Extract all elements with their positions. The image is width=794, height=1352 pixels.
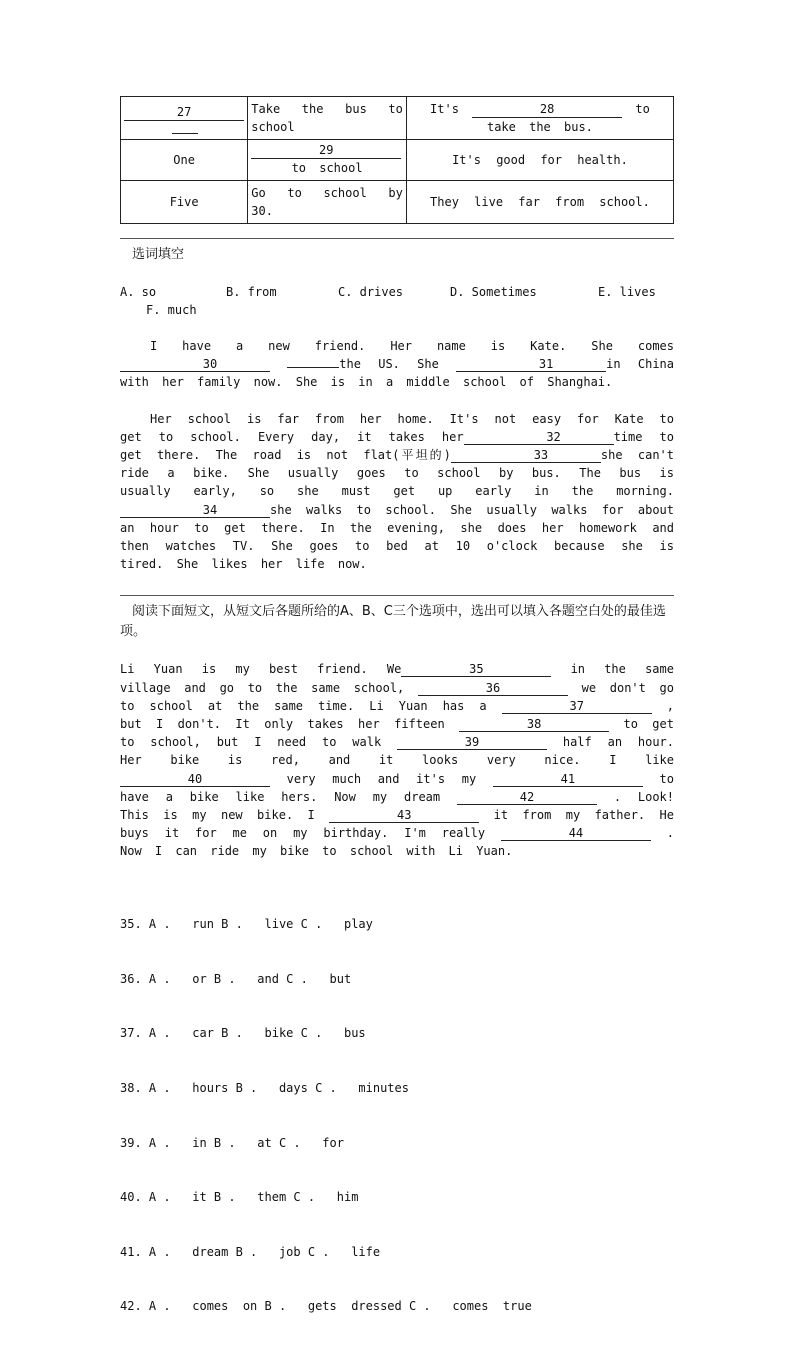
- table-row: [121, 97, 674, 140]
- word-options: [120, 283, 674, 319]
- table-row: [121, 140, 674, 181]
- option-c: C. drives: [338, 285, 404, 299]
- passage-text: . Now I can ride my bike to school with Li Yuan.: [120, 826, 674, 859]
- choice-item: 35. A . run B . live C . play: [120, 917, 373, 932]
- cell-text: to school: [291, 161, 363, 175]
- blank-36: 36: [418, 681, 568, 696]
- blank-44: 44: [501, 826, 651, 841]
- passage-text: , but I don't. It only takes her fifteen: [120, 698, 674, 732]
- section-divider: [120, 238, 674, 239]
- table-cell: [406, 97, 673, 140]
- blank-30: 30: [120, 357, 270, 372]
- blank-underline: [287, 367, 339, 368]
- blank-43: 43: [329, 808, 479, 823]
- answer-table: [120, 96, 674, 224]
- blank-42: 42: [457, 790, 597, 805]
- passage-text: Li Yuan is my best friend. We: [120, 662, 402, 677]
- option-a: A. so: [120, 285, 157, 299]
- choice-item: 36. A . or B . and C . but: [120, 971, 352, 986]
- paragraph-text: in China with her family now. She is in a middle school of Shanghai.: [120, 357, 674, 390]
- paragraph-text: I have a new friend. Her name is Kate. She comes: [150, 339, 674, 353]
- blank-37: 37: [502, 699, 652, 714]
- option-e: E. lives: [598, 285, 656, 299]
- cell-text: It's: [430, 102, 459, 116]
- option-f: F. much: [146, 303, 197, 317]
- table-cell: [121, 97, 248, 140]
- passage-text: it from my father. He buys it for me on my birthday. I'm really: [120, 808, 675, 841]
- passage-text: very much and it's my: [286, 771, 477, 786]
- blank-27: 27: [124, 105, 244, 121]
- paragraph-text: she can't ride a bike. She usually goes to school by bus. The bus is usually early, so she must get up early in the morning.: [120, 448, 674, 499]
- cell-text: to take the bus.: [486, 102, 650, 134]
- table-cell: It's good for health.: [406, 140, 673, 181]
- option-b: B. from: [226, 285, 277, 299]
- paragraph: [120, 337, 674, 392]
- paragraph-text: time to get there. The road is not flat(平坦的): [120, 429, 674, 463]
- blank-29: 29: [251, 143, 401, 159]
- passage-text: to have a bike like hers. Now my dream: [120, 771, 674, 804]
- choice-item: 40. A . it B . them C . him: [120, 1190, 359, 1205]
- table-cell: [248, 140, 407, 181]
- blank-32: 32: [464, 430, 614, 445]
- table-cell: They live far from school.: [406, 181, 673, 224]
- blank-39: 39: [397, 735, 547, 750]
- choice-item: 37. A . car B . bike C . bus: [120, 1026, 366, 1041]
- section-instructions: 阅读下面短文，从短文后各题所给的A、B、C三个选项中，选出可以填入各题空白处的最佳选项。: [120, 604, 666, 640]
- passage: [120, 660, 674, 860]
- blank-38: 38: [459, 717, 609, 732]
- passage-text: in the same village and go to the same school,: [120, 662, 674, 695]
- blank-underline: [172, 121, 198, 134]
- blank-41: 41: [493, 772, 643, 787]
- blank-35: 35: [401, 662, 551, 677]
- blank-31: 31: [456, 357, 606, 372]
- table-cell: Five: [121, 181, 248, 224]
- paragraph-text: the US. She: [339, 357, 439, 372]
- choice-item: 38. A . hours B . days C . minutes: [120, 1080, 409, 1095]
- table-cell: One: [121, 140, 248, 181]
- table-cell: Take the bus to school: [248, 97, 407, 140]
- passage-text: half an hour. Her bike is red, and it looks very nice. I like: [120, 735, 674, 768]
- choice-item: 39. A . in B . at C . for: [120, 1135, 344, 1150]
- blank-33: 33: [451, 448, 601, 463]
- blank-34: 34: [120, 503, 270, 518]
- option-d: D. Sometimes: [450, 285, 537, 299]
- section-title: 选词填空: [132, 247, 185, 262]
- passage-text: . Look! This is my new bike. I: [120, 789, 674, 823]
- blank-40: 40: [120, 772, 270, 787]
- section-divider: [120, 595, 674, 596]
- paragraph: [120, 410, 674, 574]
- choice-item: 42. A . comes on B . gets dressed C . comes true: [120, 1299, 532, 1314]
- document-page: [120, 96, 674, 1352]
- passage-text: to get to school, but I need to walk: [120, 717, 674, 750]
- table-cell: Go to school by 30.: [248, 181, 407, 224]
- choice-item: 41. A . dream B . job C . life: [120, 1244, 381, 1259]
- choice-list: [120, 879, 674, 1352]
- table-row: [121, 181, 674, 224]
- blank-28: 28: [472, 102, 622, 118]
- passage-text: we don't go to school at the same time. Li Yuan has a: [120, 680, 674, 713]
- paragraph-text: she walks to school. She usually walks for about an hour to get there. In the evening, she does her homework and then watches TV. She goes to bed at 10 o'clock because she is tired. She likes her life now.: [120, 502, 674, 572]
- paragraph-text: Her school is far from her home. It's not easy for Kate to get to school. Every day, it takes her: [120, 411, 674, 444]
